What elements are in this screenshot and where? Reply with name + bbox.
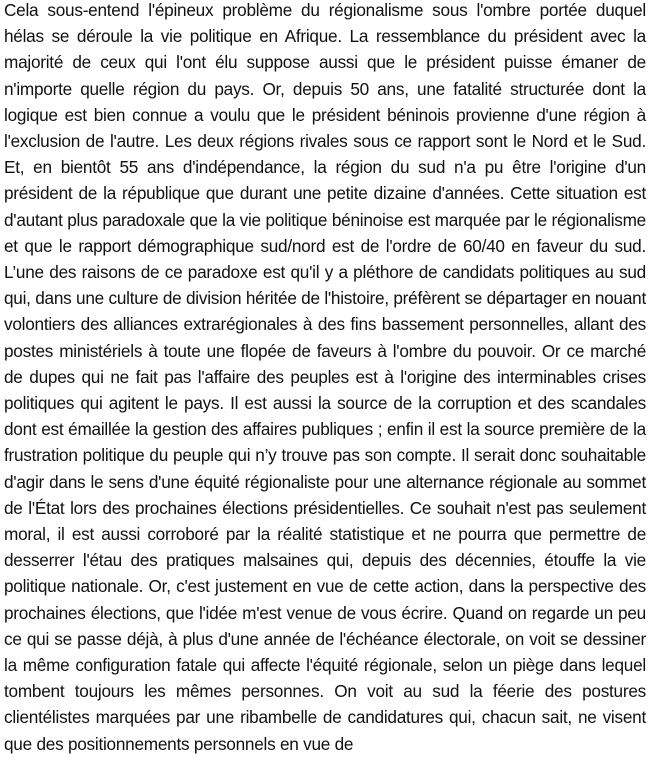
body-paragraph: Cela sous-entend l'épineux problème du régionalisme sous l'ombre portée duquel hélas se déroule la vie politique en Afrique. La ressemblance du président avec la majorité de ceux qui l'ont élu suppose aussi que le président puisse émaner de n'importe quelle région du pays. Or, depuis 50 ans, une fatalité structurée dont la logique est bien connue a voulu que le président béninois provienne d'une région à l'exclusion de l'autre. Les deux régions rivales sous ce rapport sont le Nord et le Sud. Et, en bientôt 55 ans d'indépendance, la région du sud n'a pu être l'origine d'un président de la république que durant une petite dizaine d'années. Cette situation est d'autant plus paradoxale que la vie politique béninoise est marquée par le régionalisme et que le rapport démographique sud/nord est de l'ordre de 60/40 en faveur du sud. L’une des raisons de ce paradoxe est qu'il y a pléthore de candidats politiques au sud qui, dans une culture de division héritée de l'histoire, préfèrent se départager en nouant volontiers des alliances extrarégionales à des fins bassement personnelles, allant des postes ministériels à toute une flopée de faveurs à l'ombre du pouvoir. Or ce marché de dupes qui ne fait pas l'affaire des peuples est à l'origine des interminables crises politiques qui agitent le pays. Il est aussi la source de la corruption et des scandales dont est émaillée la gestion des affaires publiques ; enfin il est la source première de la frustration politique du peuple qui n’y trouve pas son compte. Il serait donc souhaitable d'agir dans le sens d'une équité régionaliste pour une alternance régionale au sommet de l'État lors des prochaines élections présidentielles. Ce souhait n'est pas seulement moral, il est aussi corroboré par la réalité statistique et ne pourra que permettre de desserrer l'étau des pratiques malsaines qui, depuis des décennies, étouffe la vie politique nationale. Or, c'est justement en vue de cette action, dans la perspective des prochaines élections, que l'idée m'est venue de vous écrire. Quand on regarde un peu ce qui se passe déjà, à plus d'une année de l'échéance électorale, on voit se dessiner la même configuration fatale qui affecte l'équité régionale, selon un piège dans lequel tombent toujours les mêmes personnes. On voit au sud la féerie des postures clientélistes marquées par une ribambelle de candidatures qui, chacun sait, ne visent que des positionnements personnels en vue de	[4, 0, 646, 754]
